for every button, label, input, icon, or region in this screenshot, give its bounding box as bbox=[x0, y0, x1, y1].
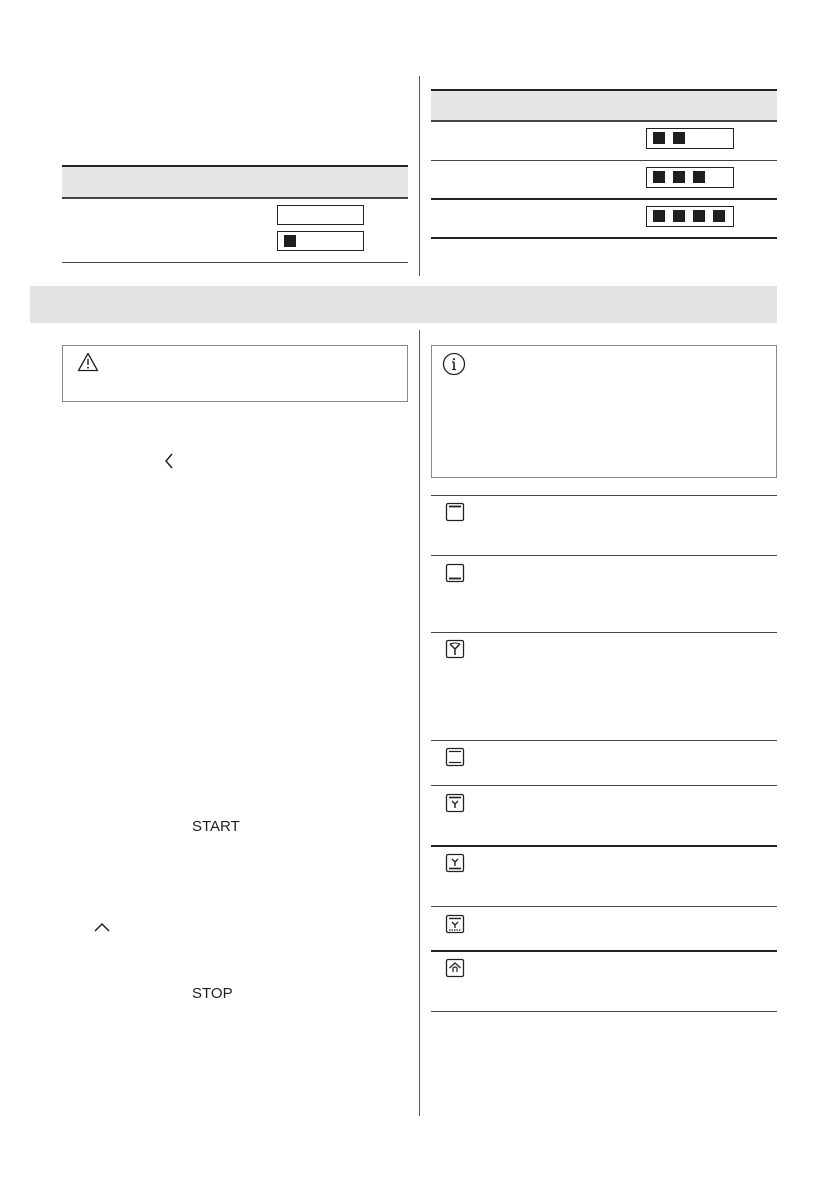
function-table-row-rule bbox=[431, 785, 777, 786]
warning-icon bbox=[77, 352, 99, 372]
function-table-row-rule bbox=[431, 555, 777, 556]
function-table-top-rule bbox=[431, 495, 777, 496]
level-segment bbox=[673, 132, 685, 144]
level-segment bbox=[653, 171, 665, 183]
right-table-row-rule bbox=[431, 198, 777, 200]
function-table-row-rule bbox=[431, 845, 777, 847]
fan-with-top-heat-icon bbox=[445, 793, 465, 813]
column-divider-bottom bbox=[419, 330, 420, 1116]
level-indicator-4 bbox=[646, 206, 734, 227]
level-segment bbox=[653, 132, 665, 144]
section-heading-band bbox=[30, 286, 777, 323]
column-divider-top bbox=[419, 76, 420, 276]
left-table-header-rule bbox=[62, 197, 408, 199]
level-indicator-1 bbox=[277, 231, 364, 251]
chevron-left-icon bbox=[163, 452, 175, 470]
left-table-header bbox=[62, 167, 408, 197]
function-table-row-rule bbox=[431, 906, 777, 907]
info-icon bbox=[442, 352, 466, 376]
top-heat-icon bbox=[445, 502, 465, 522]
right-table-bottom-rule bbox=[431, 237, 777, 239]
left-table-bottom-rule bbox=[62, 262, 408, 263]
warning-box bbox=[62, 345, 408, 402]
level-indicator-0 bbox=[277, 205, 364, 225]
bottom-heat-icon bbox=[445, 563, 465, 583]
fan-with-bottom-heat-icon bbox=[445, 853, 465, 873]
info-box bbox=[431, 345, 777, 478]
function-table-row-rule bbox=[431, 632, 777, 633]
fan-heating-icon bbox=[445, 639, 465, 659]
level-segment bbox=[673, 171, 685, 183]
start-button-label: START bbox=[192, 818, 240, 835]
conventional-cooking-icon bbox=[445, 747, 465, 767]
level-segment bbox=[284, 235, 296, 247]
level-segment bbox=[693, 171, 705, 183]
keep-warm-icon bbox=[445, 958, 465, 978]
chevron-up-icon bbox=[93, 921, 111, 933]
right-table-row-rule bbox=[431, 160, 777, 161]
function-table-row-rule bbox=[431, 740, 777, 741]
level-indicator-3 bbox=[646, 167, 734, 188]
level-segment bbox=[673, 210, 685, 222]
level-segment bbox=[693, 210, 705, 222]
function-table-bottom-rule bbox=[431, 1011, 777, 1012]
right-table-header bbox=[431, 91, 777, 120]
right-table-header-rule bbox=[431, 120, 777, 122]
level-segment bbox=[713, 210, 725, 222]
fan-with-grill-icon bbox=[445, 914, 465, 934]
level-indicator-2 bbox=[646, 128, 734, 149]
stop-button-label: STOP bbox=[192, 985, 233, 1002]
level-segment bbox=[653, 210, 665, 222]
function-table-row-rule bbox=[431, 950, 777, 952]
